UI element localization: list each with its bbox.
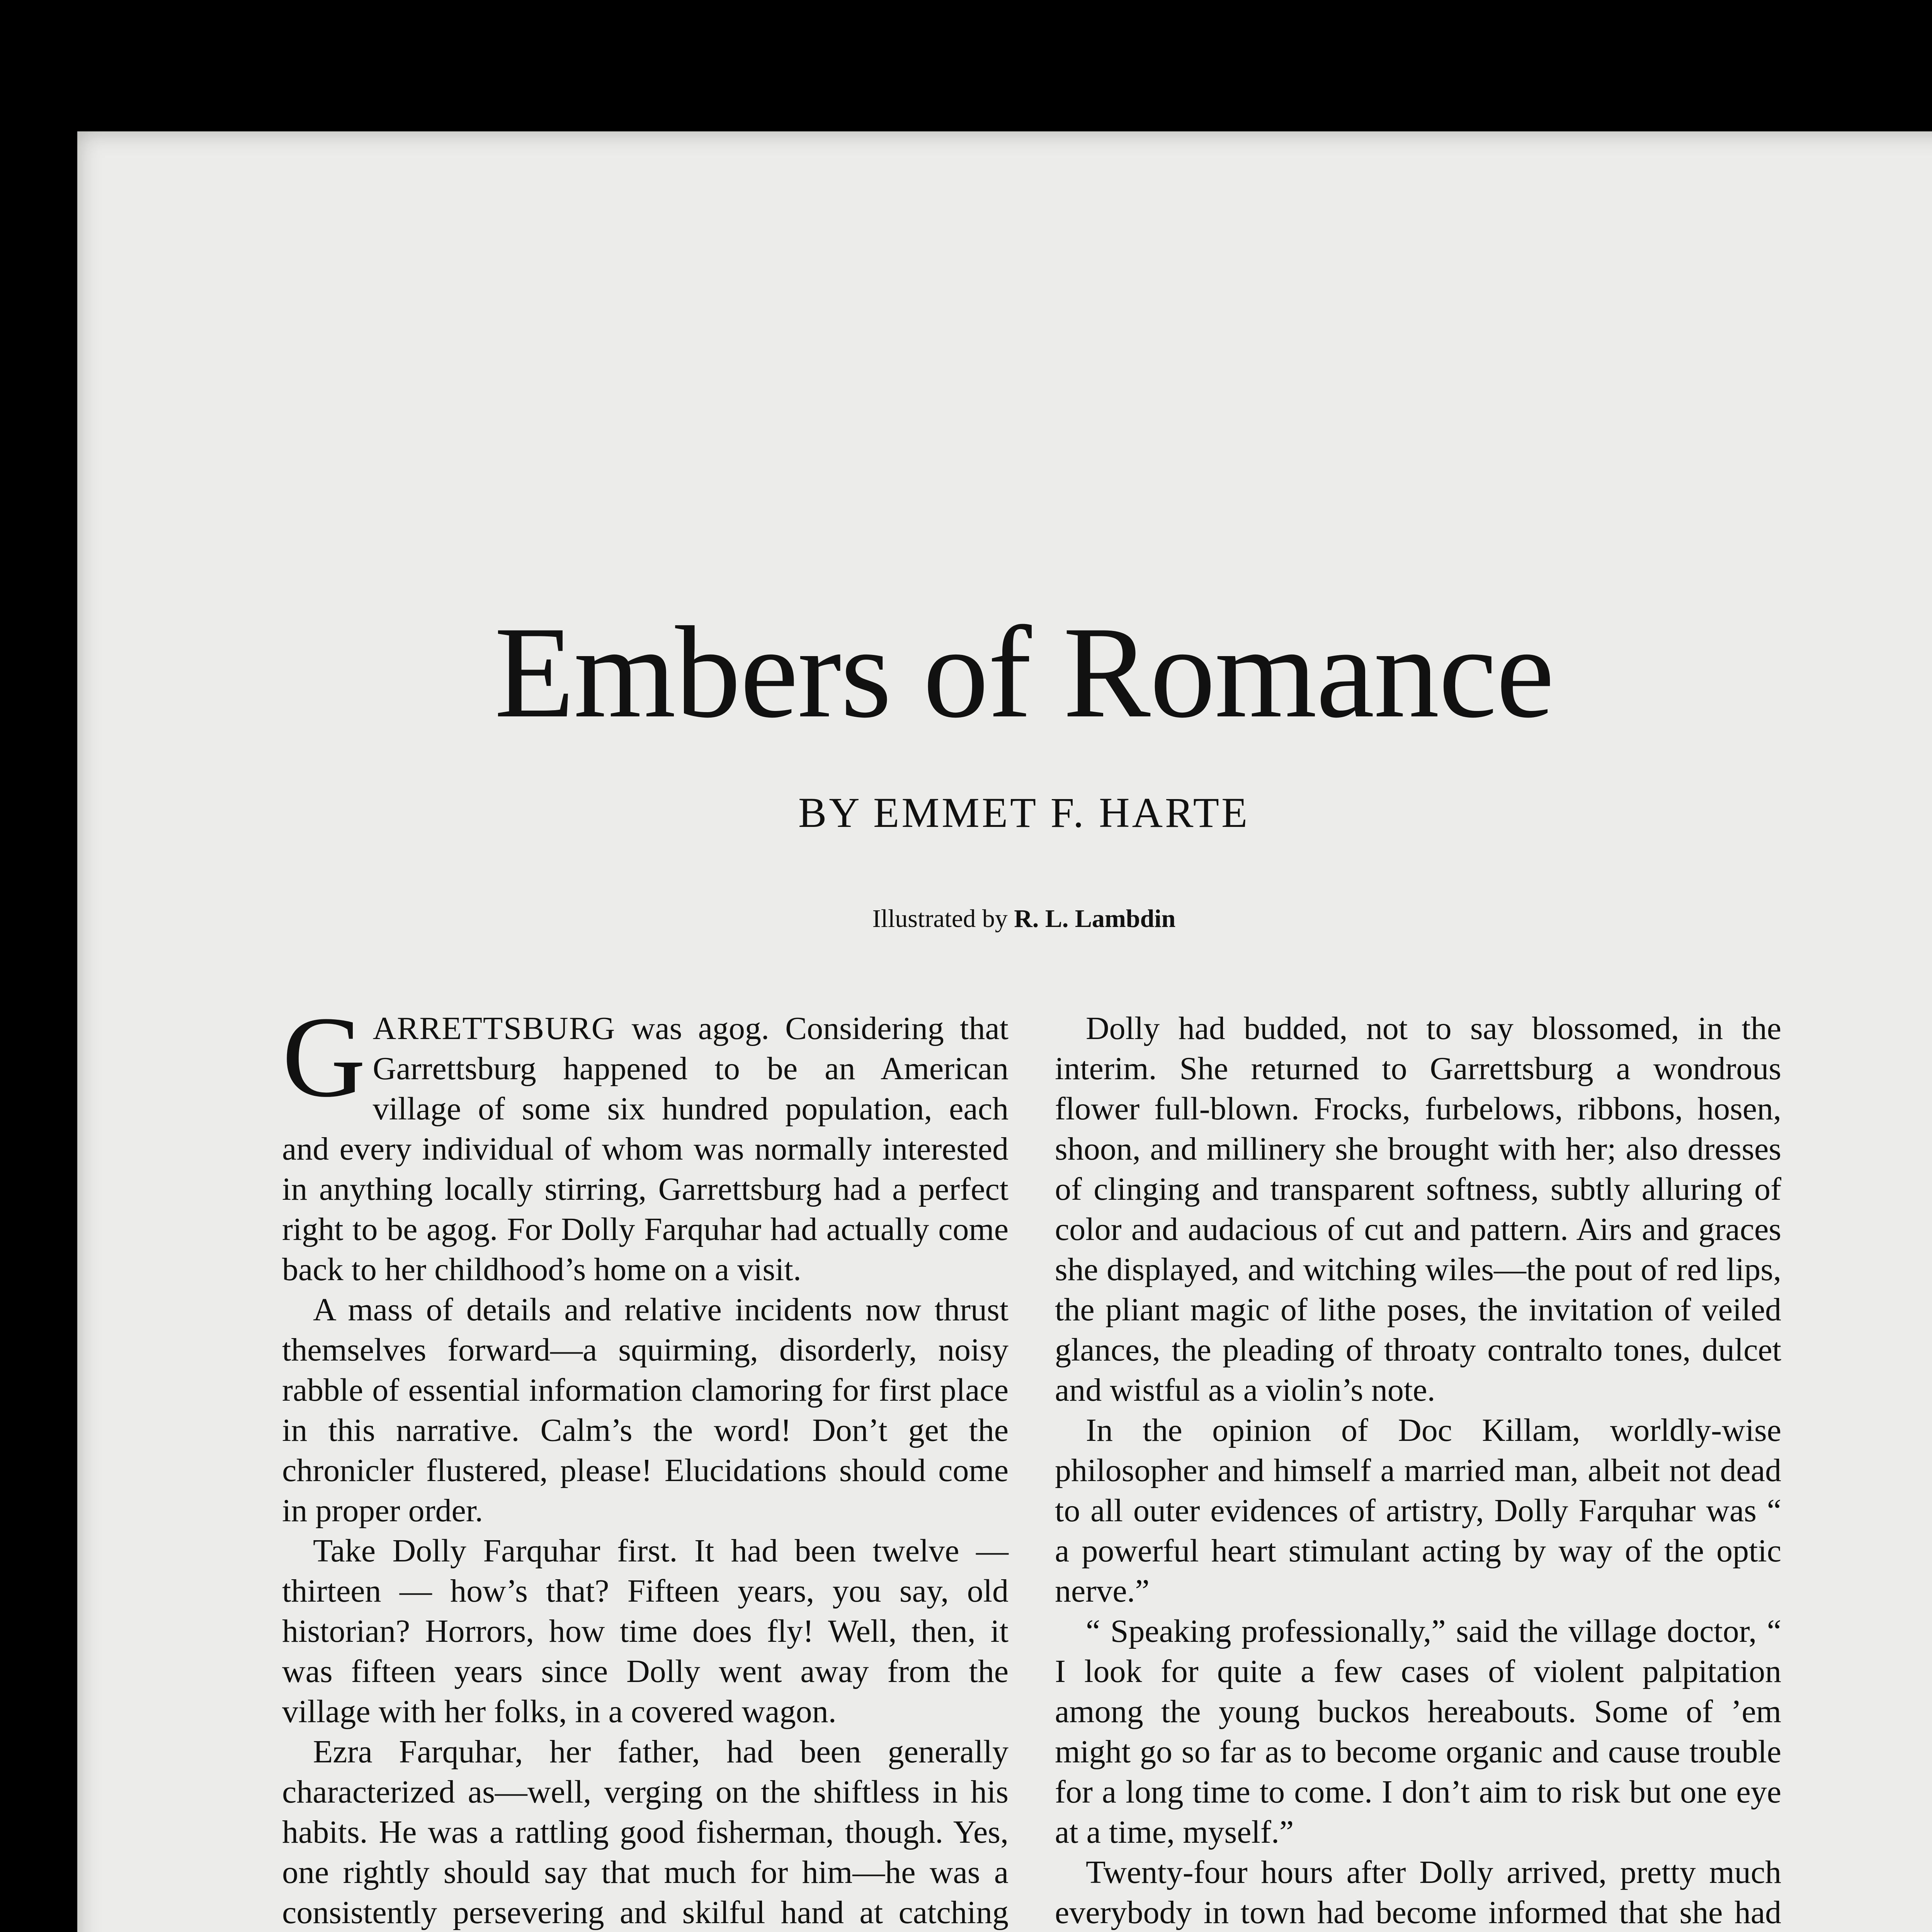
paragraph: A mass of details and relative incidents now thrust themselves forward—a squirming, disorderly, noisy rabble of essential information clamoring for first place in this narrative. Calm’s the word! Don’t get the chronicler flustered, please! Elucidations should come in proper order.	[282, 1292, 1009, 1529]
opening-paragraph	[282, 993, 1009, 1290]
scanned-page	[77, 131, 1932, 1932]
text-column-left	[282, 993, 1009, 1932]
paragraph: Twenty-four hours after Dolly arrived, pretty much everybody in town had become informed that she had	[1055, 1854, 1781, 1930]
paragraph: In the opinion of Doc Killam, worldly-wise philosopher and himself a married man, albeit not dead to all outer evidences of artistry, Dolly Farquhar was “ a powerful heart stimulant acting by way of the optic nerve.”	[1055, 1412, 1781, 1609]
paragraph: Ezra Farquhar, her father, had been generally characterized as—well, verging on the shiftless in his habits. He was a rattling good fisherman, though. Yes, one rightly should say that much for him—he was a consistently persevering and skilful hand at catching	[282, 1734, 1009, 1930]
illustrated-prefix: Illustrated by	[872, 905, 1008, 933]
paragraph: “ Speaking professionally,” said the village doctor, “ I look for quite a few cases of violent palpitation among the young buckos hereabouts. Some of ’em might go so far as to become organic and cause trouble for a long time to come. I don’t aim to risk but one eye at a time, myself.”	[1055, 1613, 1781, 1850]
illustrator-name: R. L. Lambdin	[1014, 905, 1176, 933]
author-byline: BY EMMET F. HARTE	[798, 789, 1250, 836]
drop-cap: G	[282, 993, 366, 1121]
opening-word: ARRETTSBURG	[372, 1010, 616, 1046]
illustrator-credit	[77, 904, 1932, 934]
paragraph: Take Dolly Farquhar first. It had been twelve — thirteen — how’s that? Fifteen years, you say, old historian? Horrors, how time does fly! Well, then, it was fifteen years since Dolly went away from the village with her folks, in a covered wagon.	[282, 1533, 1009, 1730]
paragraph: Dolly had budded, not to say blossomed, in the interim. She returned to Garrettsburg a wondrous flower full-blown. Frocks, furbelows, ribbons, hosen, shoon, and millinery she brought with her; also dresses of clinging and transparent softness, subtly alluring of color and audacious of cut and pattern. Airs and graces she displayed, and witching wiles—the pout of red lips, the pliant magic of lithe poses, the invitation of veiled glances, the pleading of throaty contralto tones, dulcet and wistful as a violin’s note.	[1055, 1010, 1781, 1408]
article-title: Embers of Romance	[494, 599, 1554, 745]
opening-paragraph-text: was agog. Considering that Garrettsburg happened to be an American village of some six hundred population, each and every individual of whom was normally interested in anything locally stirring, Garrettsburg had a perfect right to be agog. For Dolly Farquhar had actually come back to her childhood’s home on a visit.	[282, 1010, 1009, 1287]
text-column-right	[1055, 1009, 1781, 1932]
